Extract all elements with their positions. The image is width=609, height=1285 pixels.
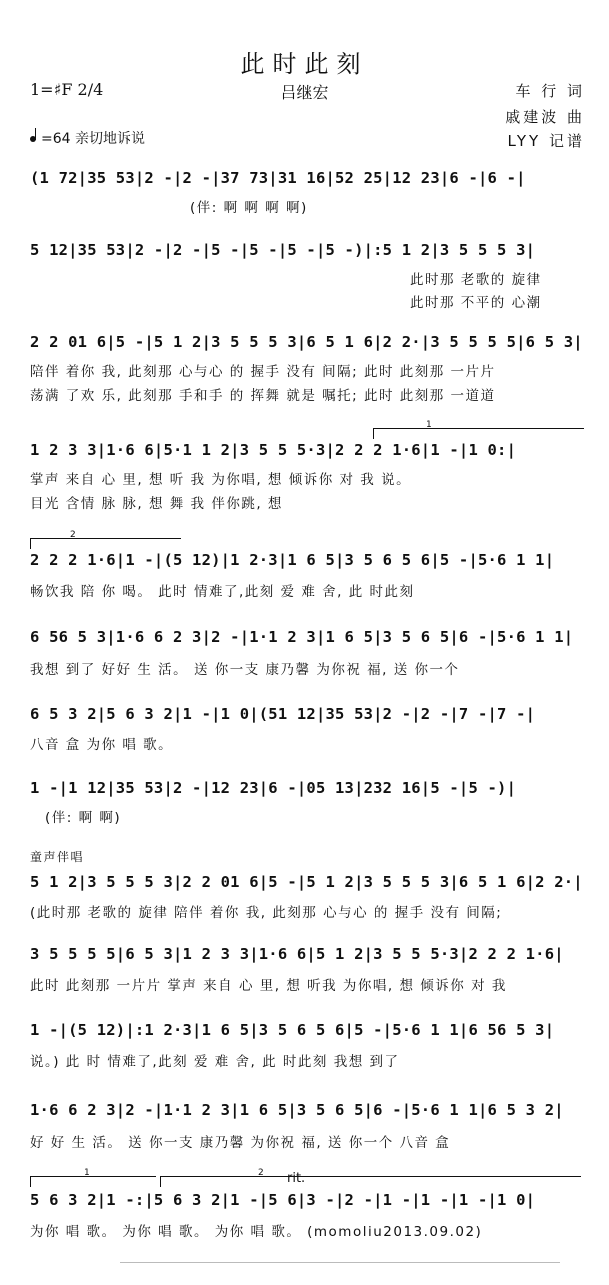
lyric-line-3a: 陪伴 着你 我, 此刻那 心与心 的 握手 没有 间隔; 此时 此刻那 一片片 bbox=[30, 364, 496, 380]
lyricist-credit: 车 行 词 bbox=[515, 82, 585, 100]
lyric-line-2b: 此时那 不平的 心潮 bbox=[410, 295, 542, 311]
music-line-5: 2 2 2 1·6|1 -|(5 12)|1 2·3|1 6 5|3 5 6 5 6|5 -|5·6 1 1| bbox=[30, 551, 555, 569]
lyric-line-3b: 荡满 了欢 乐, 此刻那 手和手 的 挥舞 就是 嘱托; 此时 此刻那 一道道 bbox=[30, 388, 496, 404]
lyric-line-7: 八音 盒 为你 唱 歌。 bbox=[30, 737, 174, 753]
music-line-3: 2 2 01 6|5 -|5 1 2|3 5 5 5 3|6 5 1 6|2 2·|3 5 5 5 5|6 5 3| bbox=[30, 333, 583, 351]
music-line-10: 3 5 5 5 5|6 5 3|1 2 3 3|1·6 6|5 1 2|3 5 5 5·3|2 2 2 1·6| bbox=[30, 945, 564, 963]
key-signature: 1=♯F 2/4 bbox=[30, 80, 104, 99]
tempo-marking bbox=[30, 128, 145, 148]
lyric-line-9: (此时那 老歌的 旋律 陪伴 着你 我, 此刻那 心与心 的 握手 没有 间隔; bbox=[30, 905, 503, 921]
lyric-line-2a: 此时那 老歌的 旋律 bbox=[410, 272, 542, 288]
music-line-7: 6 5 3 2|5 6 3 2|1 -|1 0|(51 12|35 53|2 -|2 -|7 -|7 -| bbox=[30, 705, 536, 723]
volta-number-4: 2 bbox=[258, 1168, 264, 1178]
music-line-2: 5 12|35 53|2 -|2 -|5 -|5 -|5 -|5 -)|:5 1 2|3 5 5 5 3| bbox=[30, 241, 536, 259]
music-line-9: 5 1 2|3 5 5 5 3|2 2 01 6|5 -|5 1 2|3 5 5 5 3|6 5 1 6|2 2·| bbox=[30, 873, 583, 891]
lyric-line-5: 畅饮我 陪 你 喝。 此时 情难了,此刻 爱 难 舍, 此 时此刻 bbox=[30, 584, 415, 600]
divider bbox=[120, 1262, 560, 1263]
music-line-4: 1 2 3 3|1·6 6|5·1 1 2|3 5 5 5·3|2 2 2 1·6|1 -|1 0:| bbox=[30, 441, 517, 459]
quarter-note-icon bbox=[30, 136, 36, 142]
music-line-12: 1·6 6 2 3|2 -|1·1 2 3|1 6 5|3 5 6 5|6 -|5·6 1 1|6 5 3 2| bbox=[30, 1101, 564, 1119]
song-title: 此时此刻 bbox=[240, 50, 369, 78]
volta-number-2: 2 bbox=[70, 530, 76, 540]
music-line-8: 1 -|1 12|35 53|2 -|12 23|6 -|05 13|232 16|5 -|5 -)| bbox=[30, 779, 517, 797]
volta-bracket-3 bbox=[30, 1176, 156, 1187]
volta-number-3: 1 bbox=[84, 1168, 90, 1178]
lyric-line-4b: 目光 含情 脉 脉, 想 舞 我 伴你跳, 想 bbox=[30, 496, 283, 512]
singer-name: 吕继宏 bbox=[280, 83, 329, 102]
volta-bracket-2 bbox=[30, 538, 181, 549]
transcriber-credit: LYY 记谱 bbox=[507, 132, 585, 150]
music-line-13: 5 6 3 2|1 -:|5 6 3 2|1 -|5 6|3 -|2 -|1 -|1 -|1 -|1 0| bbox=[30, 1191, 536, 1209]
composer-credit: 戚建波 曲 bbox=[505, 108, 585, 126]
music-line-1: (1 72|35 53|2 -|2 -|37 73|31 16|52 25|12 23|6 -|6 -| bbox=[30, 169, 526, 187]
lyric-line-6: 我想 到了 好好 生 活。 送 你一支 康乃馨 为你祝 福, 送 你一个 bbox=[30, 662, 460, 678]
music-line-6: 6 56 5 3|1·6 6 2 3|2 -|1·1 2 3|1 6 5|3 5 6 5|6 -|5·6 1 1| bbox=[30, 628, 574, 646]
lyric-line-4a: 掌声 来自 心 里, 想 听 我 为你唱, 想 倾诉你 对 我 说。 bbox=[30, 472, 412, 488]
rit-marking: rit. bbox=[287, 1171, 306, 1186]
music-line-11: 1 -|(5 12)|:1 2·3|1 6 5|3 5 6 5 6|5 -|5·6 1 1|6 56 5 3| bbox=[30, 1021, 555, 1039]
lyric-line-13: 为你 唱 歌。 为你 唱 歌。 为你 唱 歌。 (momoliu2013.09.02) bbox=[30, 1224, 483, 1240]
volta-number-1: 1 bbox=[426, 420, 432, 430]
lyric-line-8: (伴: 啊 啊) bbox=[45, 810, 122, 826]
chorus-label: 童声伴唱 bbox=[30, 850, 85, 864]
lyric-line-10: 此时 此刻那 一片片 掌声 来自 心 里, 想 听我 为你唱, 想 倾诉你 对 我 bbox=[30, 978, 507, 994]
tempo-text: =64 亲切地诉说 bbox=[41, 131, 145, 147]
lyric-line-1: (伴: 啊 啊 啊 啊) bbox=[190, 200, 308, 216]
volta-bracket-4 bbox=[160, 1176, 581, 1187]
lyric-line-11: 说。) 此 时 情难了,此刻 爱 难 舍, 此 时此刻 我想 到了 bbox=[30, 1054, 400, 1070]
volta-bracket-1 bbox=[373, 428, 584, 439]
lyric-line-12: 好 好 生 活。 送 你一支 康乃馨 为你祝 福, 送 你一个 八音 盒 bbox=[30, 1135, 451, 1151]
